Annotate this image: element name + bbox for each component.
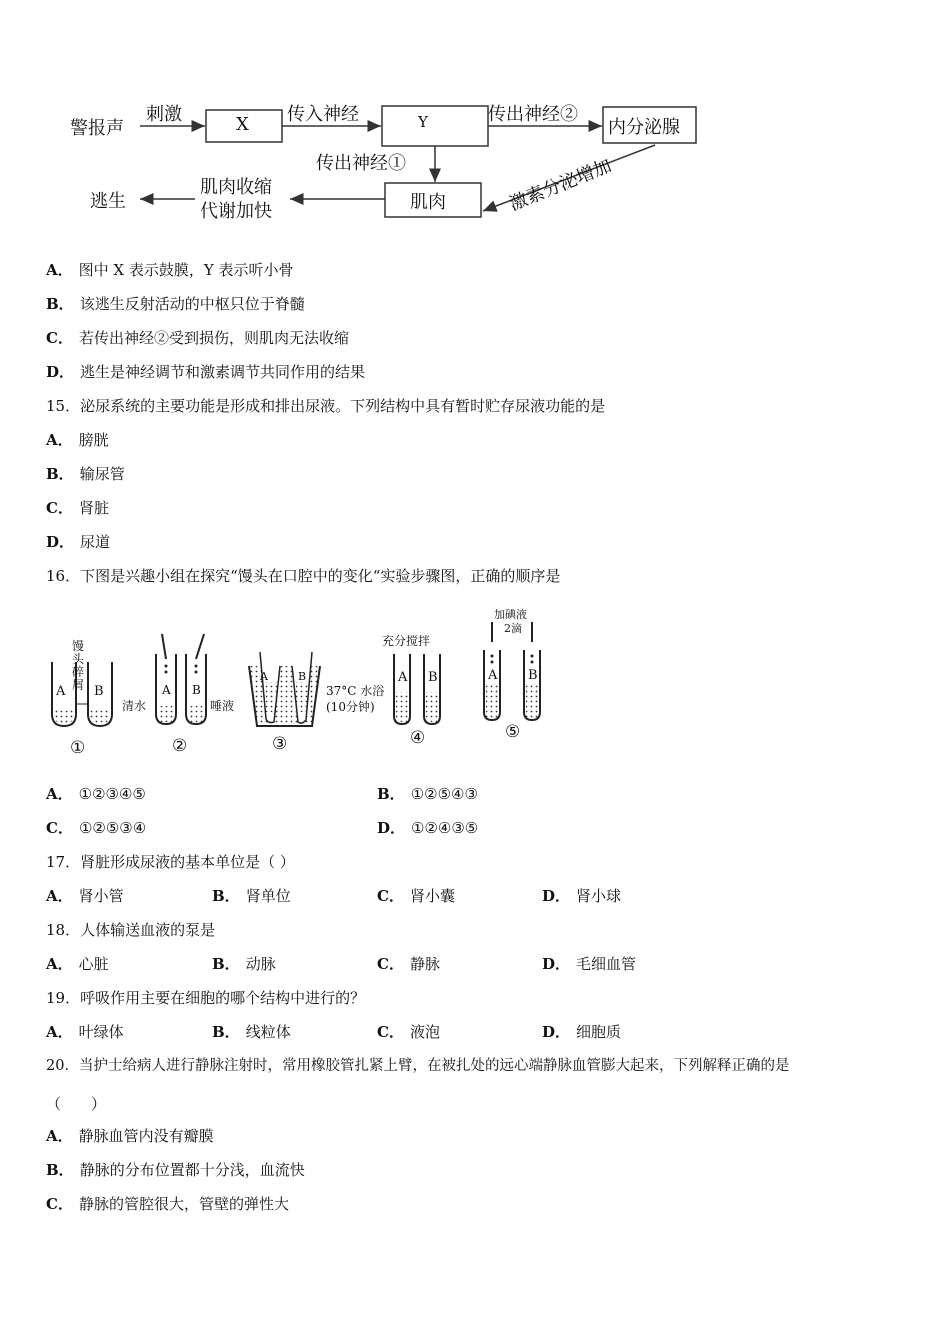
q19-stem: 19．呼吸作用主要在细胞的哪个结构中进行的？ xyxy=(46,989,366,1007)
q20-option-c: C． 静脉的管腔很大，管壁的弹性大 xyxy=(46,1195,289,1213)
step5-tube-b: B xyxy=(528,668,538,683)
step3-tube-a: A xyxy=(260,670,268,683)
step5-tube-a: A xyxy=(488,668,498,683)
q15-option-b: B． 输尿管 xyxy=(46,465,125,483)
q15-option-a: A． 膀胱 xyxy=(46,431,109,449)
stir-label: 充分搅拌 xyxy=(382,634,431,648)
step5-number: ⑤ xyxy=(505,722,521,742)
afferent-label: 传入神经 xyxy=(287,104,359,125)
box-y xyxy=(382,106,488,146)
q16-option-d: D． ①②④③⑤ xyxy=(377,819,479,837)
effect-line1: 肌肉收缩 xyxy=(200,177,272,198)
q15-option-d: D． 尿道 xyxy=(46,533,111,551)
q16-option-b: B． ①②⑤④③ xyxy=(377,785,478,803)
q18-option-b: B． 动脉 xyxy=(212,955,276,973)
q20-stem: 20．当护士给病人进行静脉注射时，常用橡胶管扎紧上臂，在被扎处的远心端静脉血管膨大起来，下列解释正确的是 xyxy=(46,1058,790,1074)
bread-label: 馒头碎屑 xyxy=(72,639,85,692)
q17-stem: 17．肾脏形成尿液的基本单位是（ ） xyxy=(46,853,295,871)
saliva-label: 唾液 xyxy=(210,699,235,713)
step2-tube-b: B xyxy=(192,683,201,697)
q20-stem-cont: （ ） xyxy=(46,1095,107,1113)
box-x-label: X xyxy=(236,114,249,135)
alarm-label: 警报声 xyxy=(70,118,124,139)
step3-tube-b: B xyxy=(298,670,307,683)
q20-option-a: A． 静脉血管内没有瓣膜 xyxy=(46,1127,214,1145)
q19-option-b: B． 线粒体 xyxy=(212,1023,291,1041)
step4-tube-a: A xyxy=(398,670,408,685)
q17-option-d: D． 肾小球 xyxy=(542,887,622,905)
step4-tubes xyxy=(394,654,440,724)
water-label: 清水 xyxy=(122,699,147,713)
iodine-label-1: 加碘液 xyxy=(494,608,527,621)
q19-option-a: A． 叶绿体 xyxy=(46,1023,124,1041)
q18-option-d: D． 毛细血管 xyxy=(542,955,637,973)
q17-option-a: A． 肾小管 xyxy=(46,887,124,905)
efferent2-label: 传出神经② xyxy=(488,104,578,125)
efferent1-label: 传出神经① xyxy=(316,153,406,174)
step1-tube-b: B xyxy=(94,684,104,699)
step4-tube-b: B xyxy=(428,670,438,685)
q18-option-c: C． 静脉 xyxy=(377,955,440,973)
step3-number: ③ xyxy=(272,734,288,754)
escape-label: 逃生 xyxy=(90,191,126,212)
effect-line2: 代谢加快 xyxy=(200,201,272,222)
step1-number: ① xyxy=(70,738,86,758)
q18-stem: 18．人体输送血液的泵是 xyxy=(46,921,216,939)
q14-option-d: D． 逃生是神经调节和激素调节共同作用的结果 xyxy=(46,363,366,381)
q19-option-c: C． 液泡 xyxy=(377,1023,440,1041)
q16-stem: 16．下图是兴趣小组在探究“馒头在口腔中的变化“实验步骤图，正确的顺序是 xyxy=(46,567,561,585)
q14-option-b: B． 该逃生反射活动的中枢只位于脊髓 xyxy=(46,295,305,313)
q20-option-b: B． 静脉的分布位置都十分浅，血流快 xyxy=(46,1161,305,1179)
q15-stem: 15．泌尿系统的主要功能是形成和排出尿液。下列结构中具有暂时贮存尿液功能的是 xyxy=(46,397,606,415)
step2-tubes xyxy=(156,634,206,724)
bath-label-1: 37°C 水浴 xyxy=(326,684,385,698)
q16-option-a: A． ①②③④⑤ xyxy=(46,785,146,803)
step4-number: ④ xyxy=(410,728,426,748)
q15-option-c: C． 肾脏 xyxy=(46,499,109,517)
step3-water-bath xyxy=(249,652,320,726)
endocrine-label: 内分泌腺 xyxy=(608,117,680,138)
bath-label-2: (10分钟) xyxy=(326,700,375,714)
stimulus-label: 刺激 xyxy=(146,104,182,125)
q14-option-c: C． 若传出神经②受到损伤，则肌肉无法收缩 xyxy=(46,329,349,347)
step1-tube-a: A xyxy=(56,684,66,699)
q17-option-b: B． 肾单位 xyxy=(212,887,291,905)
q17-option-c: C． 肾小囊 xyxy=(377,887,455,905)
box-y-label: Y xyxy=(418,113,428,131)
q14-option-a: A． 图中 X 表示鼓膜，Y 表示听小骨 xyxy=(46,261,294,279)
iodine-label-2: 2滴 xyxy=(504,622,522,635)
q18-option-a: A． 心脏 xyxy=(46,955,109,973)
step2-number: ② xyxy=(172,736,188,756)
step2-tube-a: A xyxy=(162,683,171,697)
hormone-label: 激素分泌增加 xyxy=(506,155,615,216)
q16-option-c: C． ①②⑤③④ xyxy=(46,819,147,837)
q19-option-d: D． 细胞质 xyxy=(542,1023,622,1041)
muscle-label: 肌肉 xyxy=(410,192,446,213)
